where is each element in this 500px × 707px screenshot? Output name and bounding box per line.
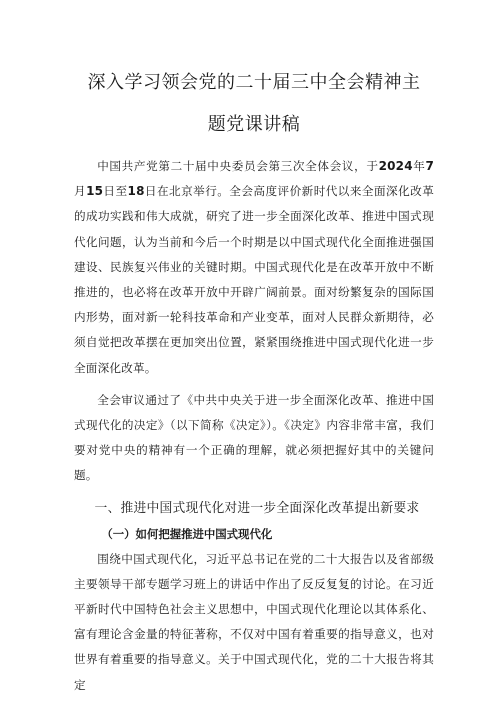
title-line-1: 深入学习领会党的二十届三中全会精神主	[87, 72, 421, 93]
intro-text-4: 日至	[103, 184, 128, 199]
paragraph-modernization: 围绕中国式现代化，习近平总书记在党的二十大报告以及省部级主要领导干部专题学习班上的讲话中作出了反反复复的讨论。在习近平新时代中国特色社会主义思想中，中国式现代化理论以其体系化、富有理论含金量的特征著称，不仅对中国有着重要的指导意义，也对世界有着重要的指导意义。关于中国式现代化，党的二十大报告将其定	[74, 551, 434, 692]
intro-day-start: 15	[86, 184, 104, 199]
intro-text-2: 年	[412, 159, 426, 173]
paragraph-decision: 全会审议通过了《中共中央关于进一步全面深化改革、推进中国式现代化的决定》（以下简称《决定》）。《决定》内容非常丰富，我们要对党中央的精神有一个正确的理解，就必须把握好其中的关键问题。	[74, 392, 434, 483]
title-line-2: 题党课讲稿	[207, 114, 301, 135]
intro-text-1: 中国共产党第二十届中央委员会第三次全体会议，于	[97, 159, 379, 173]
intro-month: 7	[425, 159, 435, 173]
intro-text-5: 日在北京举行。全会高度评价新时代以来全面深化改革的成功实践和伟大成就，研究了进一步全面深化改革、推进中国式现代化问题，认为当前和今后一个时期是以中国式现代化全面推进强国建设、民族复兴伟业的关键时期。中国式现代化是在改革开放中不断推进的，也必将在改革开放中开辟广阔前景。面对纷繁复杂的国际国内形势，面对新一轮科技革命和产业变革，面对人民群众新期待，必须自觉把改革摆在更加突出位置，紧紧围绕推进中国式现代化进一步全面深化改革。	[74, 184, 434, 375]
section-heading-1: 一、推进中国式现代化对进一步全面深化改革提出新要求	[94, 500, 420, 516]
intro-year: 2024	[378, 159, 413, 173]
subsection-heading-1: （一）如何把握推进中国式现代化	[101, 526, 273, 541]
paragraph-intro	[74, 154, 434, 381]
intro-day-end: 18	[127, 184, 145, 199]
intro-text-3: 月	[74, 184, 87, 199]
document-title	[74, 62, 434, 146]
